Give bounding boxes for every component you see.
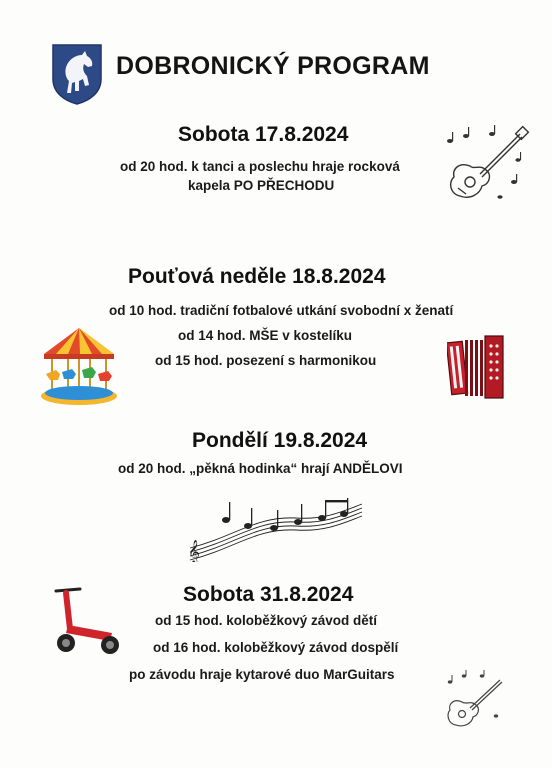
event-2-line-3: od 15 hod. posezení s harmonikou [155, 353, 377, 368]
event-2-heading: Pouťová neděle 18.8.2024 [128, 265, 386, 288]
svg-text:𝄞: 𝄞 [188, 539, 200, 562]
guitar-icon [440, 122, 532, 208]
event-4-heading: Sobota 31.8.2024 [183, 583, 354, 606]
accordion-icon [447, 330, 505, 406]
event-3-line-1: od 20 hod. „pěkná hodinka“ hrají ANDĚLOVI [118, 461, 403, 476]
event-1-line-2: kapela PO PŘECHODU [188, 178, 335, 193]
event-4-line-1: od 15 hod. koloběžkový závod dětí [155, 613, 378, 628]
guitar-icon-bottom [442, 668, 508, 734]
event-2-line-2: od 14 hod. MŠE v kostelíku [178, 328, 353, 343]
carousel-icon [38, 326, 120, 410]
event-1-heading: Sobota 17.8.2024 [178, 123, 349, 146]
event-3-heading: Pondělí 19.8.2024 [192, 429, 368, 452]
event-1-line-1: od 20 hod. k tanci a poslechu hraje rocková [120, 159, 400, 174]
coat-of-arms-horse-icon [51, 43, 103, 105]
page-title: DOBRONICKÝ PROGRAM [116, 52, 430, 80]
event-4-line-3: po závodu hraje kytarové duo MarGuitars [129, 667, 395, 682]
scooter-icon [50, 585, 122, 659]
event-4-line-2: od 16 hod. koloběžkový závod dospělí [153, 640, 399, 655]
event-2-line-1: od 10 hod. tradiční fotbalové utkání svobodní x ženatí [109, 303, 454, 318]
music-notes-icon [186, 496, 366, 562]
